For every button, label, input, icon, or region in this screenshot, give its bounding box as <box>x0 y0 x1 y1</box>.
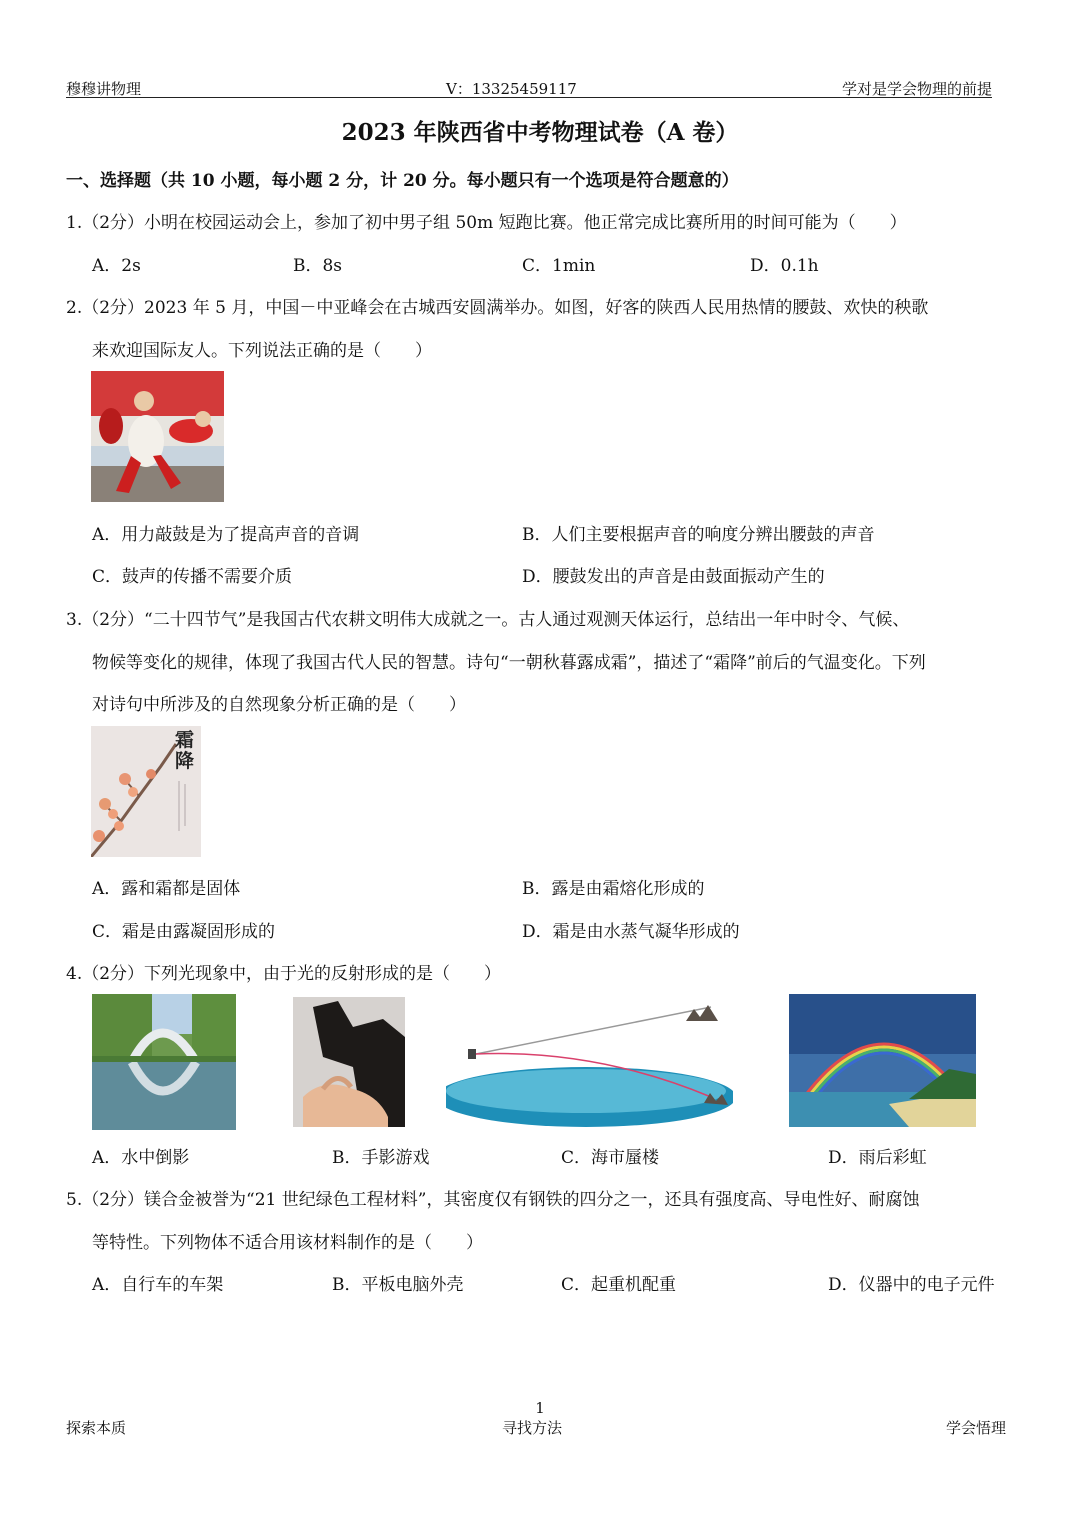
page-number: 1 <box>535 1399 545 1417</box>
question-5-stem-line1: 5.（2分）镁合金被誉为“21 世纪绿色工程材料”，其密度仅有钢铁的四分之一，还具有强度高、导电性好、耐腐蚀 <box>66 1190 920 1210</box>
section-heading: 一、选择题（共 10 小题，每小题 2 分，计 20 分。每小题只有一个选项是符合题意的） <box>66 171 739 191</box>
header-center: V：13325459117 <box>446 80 577 98</box>
footer-right: 学会悟理 <box>945 1419 1006 1437</box>
footer-center: 寻找方法 <box>502 1419 563 1437</box>
q2-option-c: C．鼓声的传播不需要介质 <box>92 567 293 587</box>
q3-option-d: D．霜是由水蒸气凝华形成的 <box>522 922 740 942</box>
q4-option-b: B．手影游戏 <box>332 1148 430 1168</box>
question-3-stem-line3: 对诗句中所涉及的自然现象分析正确的是（ ） <box>92 695 466 715</box>
waist-drum-dancers-photo <box>91 371 224 502</box>
q5-option-a: A．自行车的车架 <box>92 1275 224 1295</box>
q2-option-b: B．人们主要根据声音的响度分辨出腰鼓的声音 <box>522 525 875 545</box>
question-2-stem-line1: 2.（2分）2023 年 5 月，中国－中亚峰会在古城西安圆满举办。如图，好客的陕西人民用热情的腰鼓、欢快的秧歌 <box>66 298 929 318</box>
bridge-reflection-photo <box>92 994 236 1130</box>
question-2-stem-line2: 来欢迎国际友人。下列说法正确的是（ ） <box>92 341 432 361</box>
q3-option-a: A．露和霜都是固体 <box>92 879 241 899</box>
hand-shadow-photo <box>293 997 405 1127</box>
question-1-stem: 1.（2分）小明在校园运动会上，参加了初中男子组 50m 短跑比赛。他正常完成比赛所用的时间可能为（ ） <box>66 213 907 233</box>
header-divider <box>66 97 992 98</box>
q1-option-a: A．2s <box>92 256 141 276</box>
page-title: 2023 年陕西省中考物理试卷（A 卷） <box>341 119 739 146</box>
q2-option-d: D．腰鼓发出的声音是由鼓面振动产生的 <box>522 567 825 587</box>
q3-option-c: C．霜是由露凝固形成的 <box>92 922 276 942</box>
q4-option-d: D．雨后彩虹 <box>828 1148 927 1168</box>
frost-title-text: 霜降 <box>175 729 195 772</box>
mirage-diagram <box>446 999 733 1127</box>
q3-option-b: B．露是由霜熔化形成的 <box>522 879 705 899</box>
q4-option-a: A．水中倒影 <box>92 1148 190 1168</box>
footer-left: 探索本质 <box>66 1419 127 1437</box>
question-4-stem: 4.（2分）下列光现象中，由于光的反射形成的是（ ） <box>66 964 502 984</box>
header-right: 学对是学会物理的前提 <box>841 80 992 98</box>
q4-option-c: C．海市蜃楼 <box>561 1148 660 1168</box>
q5-option-b: B．平板电脑外壳 <box>332 1275 464 1295</box>
q5-option-d: D．仪器中的电子元件 <box>828 1275 995 1295</box>
q1-option-d: D．0.1h <box>750 256 819 276</box>
q1-option-c: C．1min <box>522 256 596 276</box>
q1-option-b: B．8s <box>293 256 343 276</box>
question-3-stem-line1: 3.（2分）“二十四节气”是我国古代农耕文明伟大成就之一。古人通过观测天体运行，总结出一年中时令、气候、 <box>66 610 910 630</box>
q5-option-c: C．起重机配重 <box>561 1275 677 1295</box>
rainbow-photo <box>789 994 976 1127</box>
question-5-stem-line2: 等特性。下列物体不适合用该材料制作的是（ ） <box>92 1233 483 1253</box>
header-left: 穆穆讲物理 <box>66 80 142 98</box>
question-3-stem-line2: 物候等变化的规律，体现了我国古代人民的智慧。诗句“一朝秋暮露成霜”，描述了“霜降”前后的气温变化。下列 <box>92 653 926 673</box>
frost-branch-photo <box>91 726 201 857</box>
q2-option-a: A．用力敲鼓是为了提高声音的音调 <box>92 525 360 545</box>
